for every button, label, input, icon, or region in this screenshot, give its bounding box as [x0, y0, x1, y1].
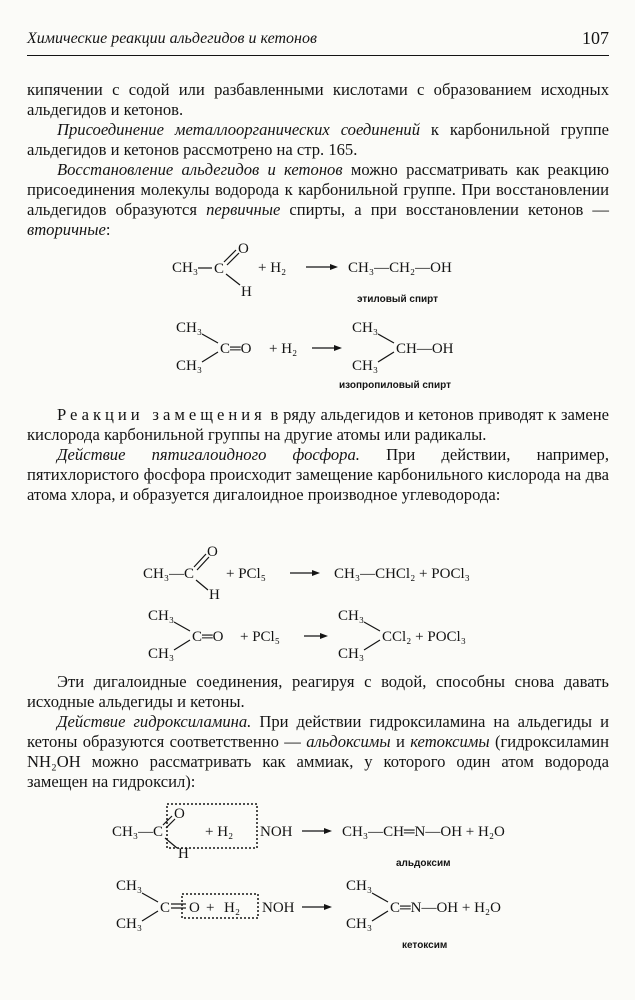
page-number: 107 — [582, 28, 609, 48]
r6-ch3-bottom: CH₃ — [116, 916, 143, 932]
text-block-2 — [27, 405, 609, 505]
r2-product-ch3-bottom: CH₃ — [352, 358, 379, 374]
r4-product: CCl₂ + POCl₃ — [382, 629, 466, 645]
paragraph-substitution: Реакции замещения в ряду альдегидов и кетонов приводят к замене кислорода карбонильной группы на другие атомы или радикалы. — [27, 405, 609, 444]
reaction-ethanol — [0, 238, 635, 308]
r5-h: H — [178, 846, 189, 862]
paragraph-hydrolysis: Эти дигалоидные соединения, реагируя с водой, способны снова давать исходные альдегиды и кетоны. — [27, 672, 609, 711]
r4-ch3-bottom: CH₃ — [148, 646, 175, 662]
r6-c: C — [160, 900, 171, 916]
reaction-isopropanol — [0, 312, 635, 392]
r6-noh: NOH — [262, 900, 295, 916]
r1-h: H — [241, 284, 252, 300]
r1-product: CH₃—CH₂—OH — [348, 260, 452, 276]
page-header — [27, 26, 609, 56]
running-title: Химические реакции альдегидов и кетонов — [27, 30, 317, 47]
r6-product-ch3-bottom: CH₃ — [346, 916, 373, 932]
header-rule — [27, 55, 609, 56]
paragraph-reduction: Восстановление альдегидов и кетонов можно рассматривать как реакцию присоединения молекулы водорода к карбонильной группе. При восстановлении альдегидов образуются первичные спирты, а при восстановлении кетонов — вторичные: — [27, 160, 609, 239]
r4-c-o: C═O — [192, 629, 224, 645]
r5-ch3: CH₃— — [112, 824, 154, 840]
r1-ch3: CH₃ — [172, 260, 199, 276]
r4-product-ch3-bottom: CH₃ — [338, 646, 365, 662]
r4-plus-pcl5: + PCl₅ — [240, 629, 280, 645]
r1-o: O — [238, 241, 249, 257]
r5-c: C — [153, 824, 164, 840]
paragraph-hydroxylamine: Действие гидроксиламина. При действии гидроксиламина на альдегиды и кетоны образуются соответственно — альдоксимы и кетоксимы (гидроксиламин NH₂OH можно рассматривать как аммиак, у которого один атом водорода замещен на гидроксил): — [27, 712, 610, 791]
r5-plus-h2: + H₂ — [205, 824, 234, 840]
r2-ch3-bottom: CH₃ — [176, 358, 203, 374]
r5-caption: альдоксим — [396, 858, 451, 869]
r5-noh: NOH — [260, 824, 293, 840]
r1-plus-h2: + H₂ — [258, 260, 287, 276]
reaction-aldehyde-pcl5 — [0, 540, 635, 602]
r5-product: CH₃—CH═N—OH + H₂O — [342, 824, 505, 840]
r4-product-ch3-top: CH₃ — [338, 608, 365, 624]
paragraph-organometallic: Присоединение металлоорганических соединений к карбонильной группе альдегидов и кетонов рассмотрено на стр. 165. — [27, 120, 609, 159]
r6-product-ch3-top: CH₃ — [346, 878, 373, 894]
r6-h2: H₂ — [224, 900, 241, 916]
r6-product: C═N—OH + H₂O — [390, 900, 501, 916]
r4-ch3-top: CH₃ — [148, 608, 175, 624]
r1-caption: этиловый спирт — [357, 294, 439, 305]
r3-c: C — [184, 566, 195, 582]
text-block-1 — [27, 80, 609, 240]
reaction-ketoxime — [0, 876, 635, 954]
r3-ch3: CH₃— — [143, 566, 185, 582]
r3-o: O — [207, 544, 218, 560]
paragraph-pcl5: Действие пятигалоидного фосфора. При действии, например, пятихлористого фосфора происходит замещение карбонильного кислорода на два атома хлора, и образуется дигалоидное производное углеводорода: — [27, 445, 609, 504]
r6-caption: кетоксим — [402, 940, 448, 951]
r2-product: CH—OH — [396, 341, 454, 357]
r1-c: C — [214, 261, 225, 277]
r3-h: H — [209, 587, 220, 603]
r2-product-ch3-top: CH₃ — [352, 320, 379, 336]
text-block-3 — [27, 672, 609, 792]
r5-o: O — [174, 806, 185, 822]
r2-ch3-top: CH₃ — [176, 320, 203, 336]
r2-caption: изопропиловый спирт — [339, 380, 451, 391]
r6-plus: + — [206, 900, 215, 916]
r2-c-o: C═O — [220, 341, 252, 357]
r6-ch3-top: CH₃ — [116, 878, 143, 894]
r6-o: O — [189, 900, 200, 916]
r2-plus-h2: + H₂ — [269, 341, 298, 357]
r3-product: CH₃—CHCl₂ + POCl₃ — [334, 566, 470, 582]
r3-plus-pcl5: + PCl₅ — [226, 566, 266, 582]
reaction-aldoxime — [0, 800, 635, 872]
paragraph-soda: кипячении с содой или разбавленными кислотами с образованием исходных альдегидов и кетонов. — [27, 80, 609, 119]
reaction-ketone-pcl5 — [0, 602, 635, 664]
